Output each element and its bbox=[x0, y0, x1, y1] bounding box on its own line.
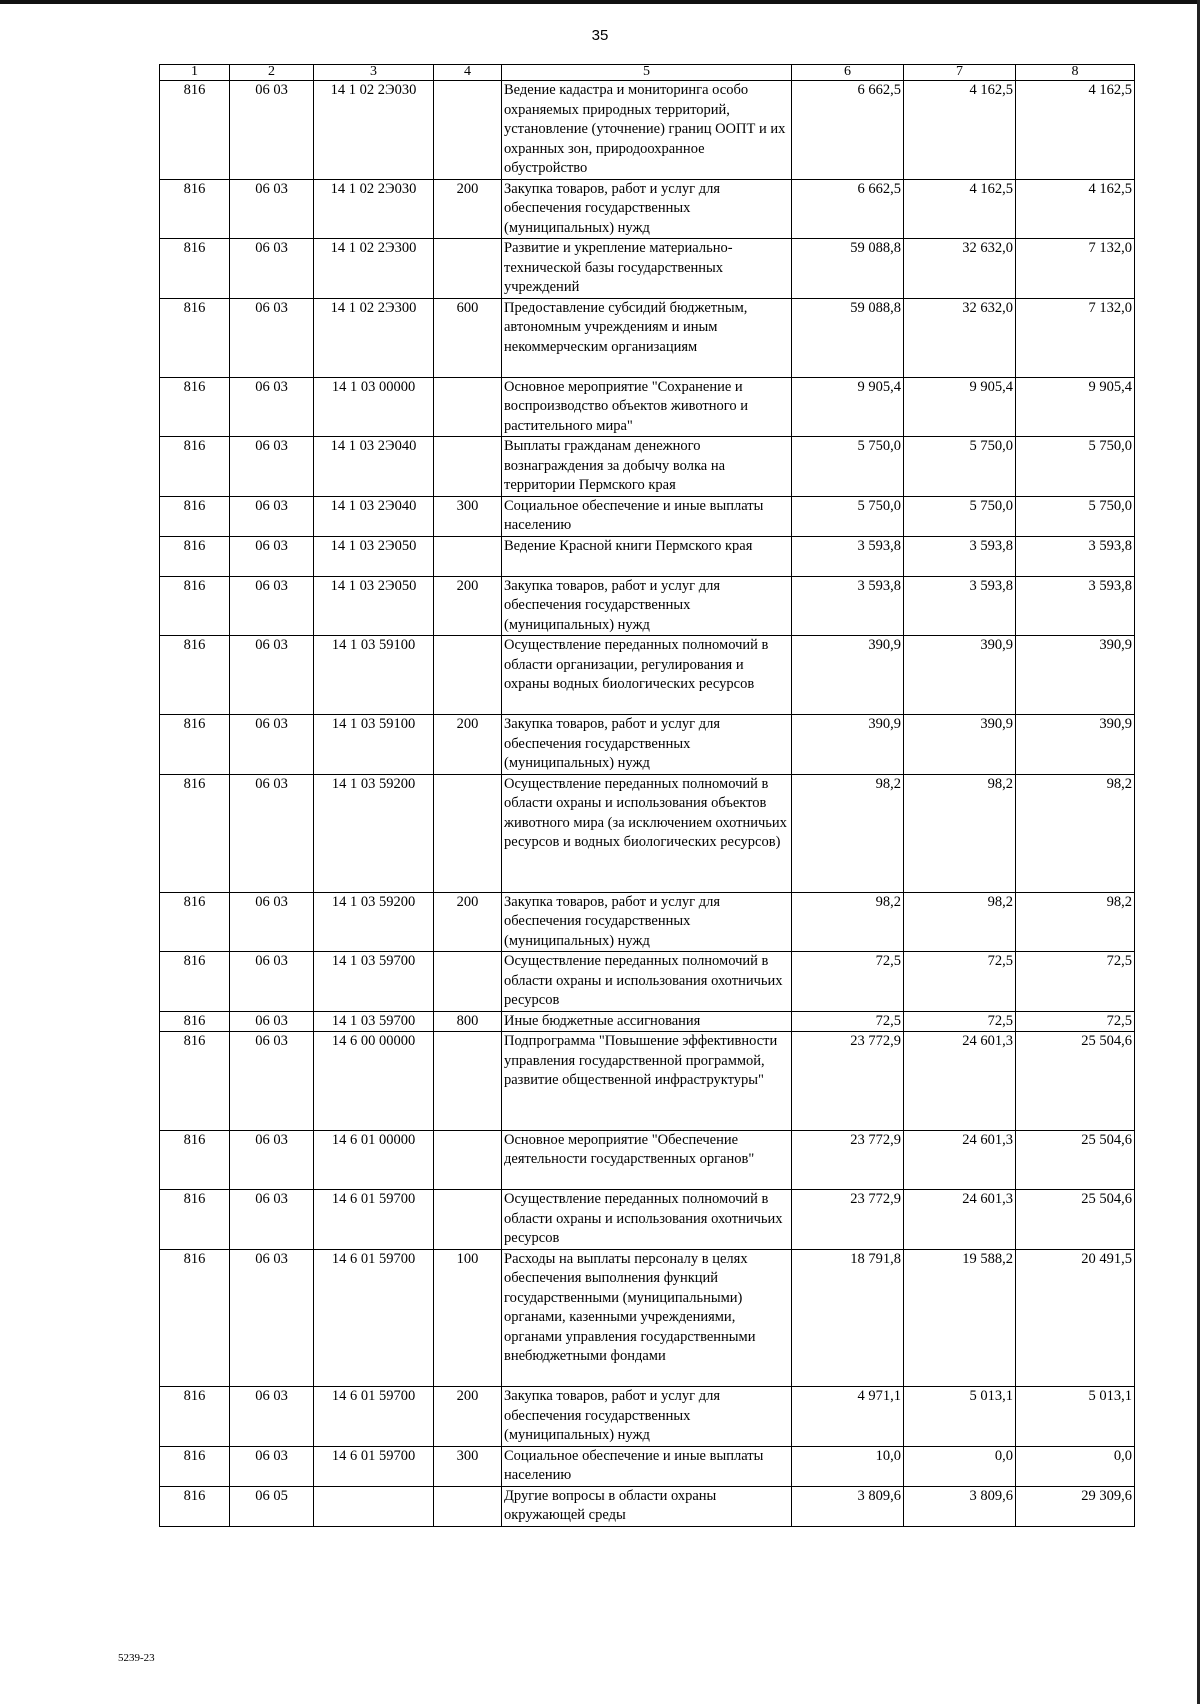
cell-section-code: 06 03 bbox=[230, 1011, 314, 1032]
scan-edge-top bbox=[0, 0, 1200, 4]
cell-amount-year-2: 9 905,4 bbox=[904, 377, 1016, 437]
cell-amount-year-2: 32 632,0 bbox=[904, 298, 1016, 377]
cell-amount-year-1: 10,0 bbox=[792, 1446, 904, 1486]
cell-name: Закупка товаров, работ и услуг для обеспечения государственных (муниципальных) нужд bbox=[502, 892, 792, 952]
table-body bbox=[160, 81, 1135, 1527]
cell-target-article: 14 1 02 2Э030 bbox=[314, 81, 434, 180]
cell-amount-year-3: 98,2 bbox=[1016, 892, 1135, 952]
cell-ministry-code: 816 bbox=[160, 1130, 230, 1190]
cell-name: Осуществление переданных полномочий в области организации, регулирования и охраны водных биологических ресурсов bbox=[502, 636, 792, 715]
table-row bbox=[160, 1387, 1135, 1447]
cell-section-code: 06 05 bbox=[230, 1486, 314, 1526]
cell-section-code: 06 03 bbox=[230, 1387, 314, 1447]
cell-name: Осуществление переданных полномочий в области охраны и использования охотничьих ресурсов bbox=[502, 1190, 792, 1250]
cell-name: Социальное обеспечение и иные выплаты населению bbox=[502, 1446, 792, 1486]
table-row bbox=[160, 239, 1135, 299]
cell-amount-year-2: 4 162,5 bbox=[904, 179, 1016, 239]
cell-section-code: 06 03 bbox=[230, 1032, 314, 1131]
cell-target-article: 14 1 03 59200 bbox=[314, 892, 434, 952]
cell-amount-year-2: 390,9 bbox=[904, 715, 1016, 775]
cell-amount-year-2: 3 809,6 bbox=[904, 1486, 1016, 1526]
cell-amount-year-2: 5 750,0 bbox=[904, 496, 1016, 536]
table-row bbox=[160, 1486, 1135, 1526]
table-row bbox=[160, 1130, 1135, 1190]
cell-name: Социальное обеспечение и иные выплаты населению bbox=[502, 496, 792, 536]
cell-target-article: 14 1 03 2Э040 bbox=[314, 496, 434, 536]
cell-amount-year-1: 390,9 bbox=[792, 636, 904, 715]
cell-target-article: 14 6 01 59700 bbox=[314, 1446, 434, 1486]
cell-section-code: 06 03 bbox=[230, 774, 314, 892]
cell-amount-year-1: 72,5 bbox=[792, 952, 904, 1012]
cell-amount-year-2: 19 588,2 bbox=[904, 1249, 1016, 1387]
cell-section-code: 06 03 bbox=[230, 298, 314, 377]
cell-amount-year-2: 24 601,3 bbox=[904, 1130, 1016, 1190]
cell-amount-year-3: 5 013,1 bbox=[1016, 1387, 1135, 1447]
page-number: 35 bbox=[591, 27, 609, 44]
table-row bbox=[160, 496, 1135, 536]
cell-ministry-code: 816 bbox=[160, 1249, 230, 1387]
cell-target-article: 14 6 01 59700 bbox=[314, 1387, 434, 1447]
cell-amount-year-3: 0,0 bbox=[1016, 1446, 1135, 1486]
cell-amount-year-2: 72,5 bbox=[904, 952, 1016, 1012]
cell-amount-year-3: 3 593,8 bbox=[1016, 536, 1135, 576]
cell-amount-year-3: 25 504,6 bbox=[1016, 1190, 1135, 1250]
table-row bbox=[160, 774, 1135, 892]
cell-amount-year-3: 25 504,6 bbox=[1016, 1032, 1135, 1131]
cell-section-code: 06 03 bbox=[230, 715, 314, 775]
cell-amount-year-1: 3 809,6 bbox=[792, 1486, 904, 1526]
cell-expense-type: 200 bbox=[434, 1387, 502, 1447]
header-col-2: 2 bbox=[230, 65, 314, 81]
cell-ministry-code: 816 bbox=[160, 496, 230, 536]
cell-amount-year-1: 390,9 bbox=[792, 715, 904, 775]
cell-amount-year-1: 72,5 bbox=[792, 1011, 904, 1032]
cell-target-article: 14 1 03 59100 bbox=[314, 715, 434, 775]
cell-amount-year-3: 72,5 bbox=[1016, 1011, 1135, 1032]
cell-target-article: 14 1 03 00000 bbox=[314, 377, 434, 437]
cell-target-article: 14 6 01 59700 bbox=[314, 1249, 434, 1387]
cell-ministry-code: 816 bbox=[160, 952, 230, 1012]
table-row bbox=[160, 1190, 1135, 1250]
cell-amount-year-1: 5 750,0 bbox=[792, 496, 904, 536]
cell-name: Основное мероприятие "Обеспечение деятельности государственных органов" bbox=[502, 1130, 792, 1190]
cell-ministry-code: 816 bbox=[160, 892, 230, 952]
cell-section-code: 06 03 bbox=[230, 952, 314, 1012]
cell-amount-year-1: 9 905,4 bbox=[792, 377, 904, 437]
cell-target-article: 14 1 03 2Э050 bbox=[314, 576, 434, 636]
cell-name: Расходы на выплаты персоналу в целях обеспечения выполнения функций государственными (муниципальными) органами, казенными учреждениями, органами управления государственными внебюджетными фондами bbox=[502, 1249, 792, 1387]
cell-amount-year-3: 5 750,0 bbox=[1016, 496, 1135, 536]
cell-expense-type bbox=[434, 774, 502, 892]
cell-ministry-code: 816 bbox=[160, 576, 230, 636]
cell-expense-type: 800 bbox=[434, 1011, 502, 1032]
cell-ministry-code: 816 bbox=[160, 536, 230, 576]
cell-amount-year-2: 5 013,1 bbox=[904, 1387, 1016, 1447]
cell-amount-year-2: 3 593,8 bbox=[904, 536, 1016, 576]
cell-amount-year-1: 59 088,8 bbox=[792, 298, 904, 377]
cell-amount-year-2: 32 632,0 bbox=[904, 239, 1016, 299]
header-col-4: 4 bbox=[434, 65, 502, 81]
cell-expense-type: 300 bbox=[434, 1446, 502, 1486]
cell-section-code: 06 03 bbox=[230, 377, 314, 437]
table-row bbox=[160, 1249, 1135, 1387]
cell-section-code: 06 03 bbox=[230, 576, 314, 636]
cell-section-code: 06 03 bbox=[230, 239, 314, 299]
header-col-5: 5 bbox=[502, 65, 792, 81]
cell-expense-type: 100 bbox=[434, 1249, 502, 1387]
cell-amount-year-3: 7 132,0 bbox=[1016, 239, 1135, 299]
table-row bbox=[160, 1032, 1135, 1131]
cell-amount-year-1: 5 750,0 bbox=[792, 437, 904, 497]
cell-amount-year-2: 98,2 bbox=[904, 892, 1016, 952]
cell-name: Ведение Красной книги Пермского края bbox=[502, 536, 792, 576]
cell-section-code: 06 03 bbox=[230, 892, 314, 952]
cell-amount-year-2: 24 601,3 bbox=[904, 1032, 1016, 1131]
cell-name: Закупка товаров, работ и услуг для обеспечения государственных (муниципальных) нужд bbox=[502, 179, 792, 239]
cell-name: Выплаты гражданам денежного вознаграждения за добычу волка на территории Пермского края bbox=[502, 437, 792, 497]
table-header bbox=[160, 65, 1135, 81]
cell-section-code: 06 03 bbox=[230, 1249, 314, 1387]
cell-target-article: 14 6 00 00000 bbox=[314, 1032, 434, 1131]
cell-target-article bbox=[314, 1486, 434, 1526]
cell-ministry-code: 816 bbox=[160, 81, 230, 180]
cell-amount-year-3: 25 504,6 bbox=[1016, 1130, 1135, 1190]
cell-name: Закупка товаров, работ и услуг для обеспечения государственных (муниципальных) нужд bbox=[502, 715, 792, 775]
cell-amount-year-3: 390,9 bbox=[1016, 715, 1135, 775]
cell-target-article: 14 1 03 2Э040 bbox=[314, 437, 434, 497]
cell-section-code: 06 03 bbox=[230, 81, 314, 180]
cell-expense-type bbox=[434, 536, 502, 576]
cell-section-code: 06 03 bbox=[230, 636, 314, 715]
cell-expense-type: 200 bbox=[434, 715, 502, 775]
cell-expense-type bbox=[434, 1130, 502, 1190]
cell-name: Подпрограмма "Повышение эффективности управления государственной программой, развитие общественной инфраструктуры" bbox=[502, 1032, 792, 1131]
cell-name: Иные бюджетные ассигнования bbox=[502, 1011, 792, 1032]
cell-expense-type bbox=[434, 952, 502, 1012]
cell-amount-year-2: 0,0 bbox=[904, 1446, 1016, 1486]
cell-expense-type bbox=[434, 1032, 502, 1131]
cell-name: Развитие и укрепление материально-технической базы государственных учреждений bbox=[502, 239, 792, 299]
cell-name: Осуществление переданных полномочий в области охраны и использования объектов животного мира (за исключением охотничьих ресурсов и водных биологических ресурсов) bbox=[502, 774, 792, 892]
cell-ministry-code: 816 bbox=[160, 239, 230, 299]
cell-expense-type: 200 bbox=[434, 576, 502, 636]
table-row bbox=[160, 1011, 1135, 1032]
cell-ministry-code: 816 bbox=[160, 1486, 230, 1526]
cell-amount-year-1: 3 593,8 bbox=[792, 536, 904, 576]
cell-name: Осуществление переданных полномочий в области охраны и использования охотничьих ресурсов bbox=[502, 952, 792, 1012]
cell-amount-year-3: 72,5 bbox=[1016, 952, 1135, 1012]
cell-section-code: 06 03 bbox=[230, 179, 314, 239]
cell-target-article: 14 6 01 59700 bbox=[314, 1190, 434, 1250]
cell-amount-year-2: 98,2 bbox=[904, 774, 1016, 892]
cell-amount-year-3: 5 750,0 bbox=[1016, 437, 1135, 497]
cell-name: Основное мероприятие "Сохранение и воспроизводство объектов животного и растительного мира" bbox=[502, 377, 792, 437]
cell-ministry-code: 816 bbox=[160, 1011, 230, 1032]
cell-name: Закупка товаров, работ и услуг для обеспечения государственных (муниципальных) нужд bbox=[502, 576, 792, 636]
header-col-7: 7 bbox=[904, 65, 1016, 81]
footer-document-code: 5239-23 bbox=[118, 1652, 155, 1664]
header-col-1: 1 bbox=[160, 65, 230, 81]
cell-amount-year-2: 4 162,5 bbox=[904, 81, 1016, 180]
cell-amount-year-1: 23 772,9 bbox=[792, 1190, 904, 1250]
table-row bbox=[160, 576, 1135, 636]
cell-target-article: 14 1 03 59200 bbox=[314, 774, 434, 892]
table-row bbox=[160, 1446, 1135, 1486]
header-row bbox=[160, 65, 1135, 81]
cell-target-article: 14 6 01 00000 bbox=[314, 1130, 434, 1190]
header-col-3: 3 bbox=[314, 65, 434, 81]
cell-amount-year-2: 72,5 bbox=[904, 1011, 1016, 1032]
cell-ministry-code: 816 bbox=[160, 437, 230, 497]
cell-name: Предоставление субсидий бюджетным, автономным учреждениям и иным некоммерческим организациям bbox=[502, 298, 792, 377]
table-row bbox=[160, 437, 1135, 497]
cell-name: Ведение кадастра и мониторинга особо охраняемых природных территорий, установление (уточнение) границ ООПТ и их охранных зон, природоохранное обустройство bbox=[502, 81, 792, 180]
table-row bbox=[160, 636, 1135, 715]
cell-section-code: 06 03 bbox=[230, 437, 314, 497]
table-row bbox=[160, 715, 1135, 775]
cell-ministry-code: 816 bbox=[160, 298, 230, 377]
cell-amount-year-1: 3 593,8 bbox=[792, 576, 904, 636]
cell-ministry-code: 816 bbox=[160, 715, 230, 775]
cell-expense-type bbox=[434, 377, 502, 437]
cell-expense-type bbox=[434, 239, 502, 299]
cell-name: Другие вопросы в области охраны окружающей среды bbox=[502, 1486, 792, 1526]
table-row bbox=[160, 179, 1135, 239]
cell-ministry-code: 816 bbox=[160, 636, 230, 715]
cell-section-code: 06 03 bbox=[230, 1190, 314, 1250]
cell-expense-type: 300 bbox=[434, 496, 502, 536]
cell-amount-year-2: 390,9 bbox=[904, 636, 1016, 715]
cell-expense-type bbox=[434, 636, 502, 715]
cell-amount-year-1: 18 791,8 bbox=[792, 1249, 904, 1387]
cell-ministry-code: 816 bbox=[160, 179, 230, 239]
cell-expense-type bbox=[434, 81, 502, 180]
cell-expense-type: 600 bbox=[434, 298, 502, 377]
cell-expense-type bbox=[434, 1486, 502, 1526]
cell-section-code: 06 03 bbox=[230, 1130, 314, 1190]
cell-amount-year-2: 24 601,3 bbox=[904, 1190, 1016, 1250]
cell-amount-year-2: 3 593,8 bbox=[904, 576, 1016, 636]
cell-amount-year-3: 29 309,6 bbox=[1016, 1486, 1135, 1526]
cell-amount-year-3: 3 593,8 bbox=[1016, 576, 1135, 636]
cell-amount-year-3: 9 905,4 bbox=[1016, 377, 1135, 437]
cell-target-article: 14 1 03 59100 bbox=[314, 636, 434, 715]
cell-expense-type: 200 bbox=[434, 892, 502, 952]
cell-ministry-code: 816 bbox=[160, 1446, 230, 1486]
header-col-6: 6 bbox=[792, 65, 904, 81]
table-row bbox=[160, 892, 1135, 952]
table-row bbox=[160, 377, 1135, 437]
cell-amount-year-3: 98,2 bbox=[1016, 774, 1135, 892]
cell-target-article: 14 1 02 2Э300 bbox=[314, 298, 434, 377]
cell-name: Закупка товаров, работ и услуг для обеспечения государственных (муниципальных) нужд bbox=[502, 1387, 792, 1447]
table-row bbox=[160, 298, 1135, 377]
cell-section-code: 06 03 bbox=[230, 1446, 314, 1486]
cell-target-article: 14 1 02 2Э300 bbox=[314, 239, 434, 299]
cell-amount-year-1: 6 662,5 bbox=[792, 179, 904, 239]
table-row bbox=[160, 536, 1135, 576]
cell-amount-year-1: 23 772,9 bbox=[792, 1130, 904, 1190]
cell-expense-type bbox=[434, 1190, 502, 1250]
cell-amount-year-1: 4 971,1 bbox=[792, 1387, 904, 1447]
cell-ministry-code: 816 bbox=[160, 1387, 230, 1447]
cell-ministry-code: 816 bbox=[160, 774, 230, 892]
cell-amount-year-1: 6 662,5 bbox=[792, 81, 904, 180]
table-row bbox=[160, 81, 1135, 180]
cell-target-article: 14 1 03 59700 bbox=[314, 952, 434, 1012]
cell-ministry-code: 816 bbox=[160, 1190, 230, 1250]
cell-amount-year-3: 4 162,5 bbox=[1016, 179, 1135, 239]
cell-amount-year-3: 4 162,5 bbox=[1016, 81, 1135, 180]
budget-table bbox=[159, 64, 1135, 1527]
cell-section-code: 06 03 bbox=[230, 536, 314, 576]
cell-amount-year-3: 7 132,0 bbox=[1016, 298, 1135, 377]
cell-target-article: 14 1 02 2Э030 bbox=[314, 179, 434, 239]
cell-amount-year-3: 390,9 bbox=[1016, 636, 1135, 715]
table-row bbox=[160, 952, 1135, 1012]
cell-amount-year-2: 5 750,0 bbox=[904, 437, 1016, 497]
cell-expense-type: 200 bbox=[434, 179, 502, 239]
cell-amount-year-3: 20 491,5 bbox=[1016, 1249, 1135, 1387]
cell-ministry-code: 816 bbox=[160, 1032, 230, 1131]
cell-amount-year-1: 98,2 bbox=[792, 774, 904, 892]
cell-ministry-code: 816 bbox=[160, 377, 230, 437]
cell-amount-year-1: 23 772,9 bbox=[792, 1032, 904, 1131]
cell-amount-year-1: 59 088,8 bbox=[792, 239, 904, 299]
cell-target-article: 14 1 03 2Э050 bbox=[314, 536, 434, 576]
header-col-8: 8 bbox=[1016, 65, 1135, 81]
cell-section-code: 06 03 bbox=[230, 496, 314, 536]
cell-amount-year-1: 98,2 bbox=[792, 892, 904, 952]
cell-target-article: 14 1 03 59700 bbox=[314, 1011, 434, 1032]
cell-expense-type bbox=[434, 437, 502, 497]
